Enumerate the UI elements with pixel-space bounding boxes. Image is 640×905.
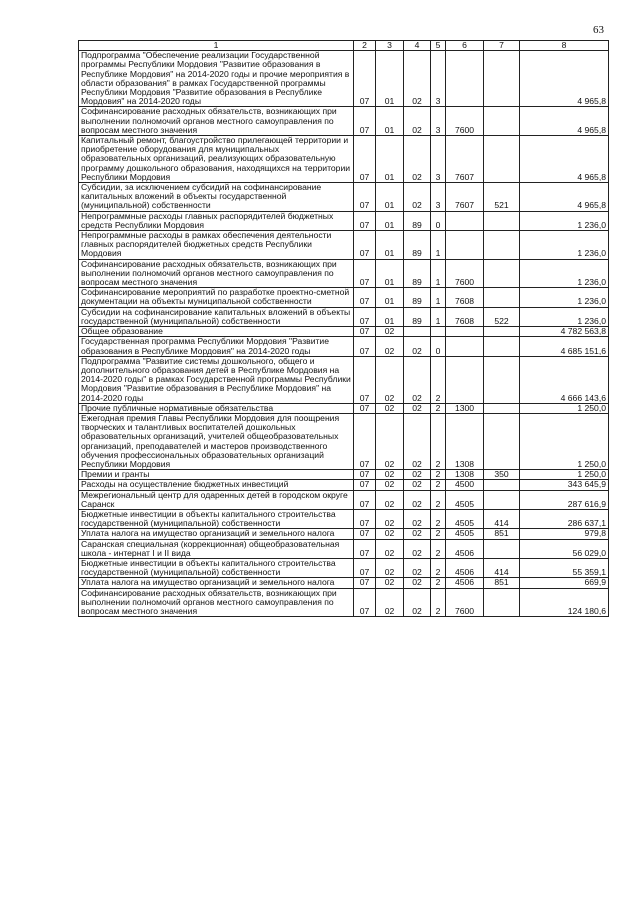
subsection-code-cell: 02 (376, 578, 404, 588)
header-col-4: 4 (404, 41, 431, 51)
direction-code-cell: 7608 (446, 307, 484, 326)
program-code-cell: 89 (404, 288, 431, 307)
subsection-code-cell: 02 (376, 480, 404, 490)
amount-cell: 1 236,0 (520, 288, 609, 307)
expense-type-cell (484, 211, 520, 230)
program-code-cell: 02 (404, 578, 431, 588)
direction-code-cell: 4505 (446, 490, 484, 509)
row-name-cell: Капитальный ремонт, благоустройство прилегающей территории и приобретение оборудования для муниципальных образовательных организаций, реализующих образовательную программу дошкольного образования, находящихся на территории Республики Мордовия (79, 136, 354, 183)
row-name-cell: Непрограммные расходы в рамках обеспечения деятельности главных распорядителей бюджетных средств Республики Мордовия (79, 231, 354, 260)
section-code-cell: 07 (354, 509, 376, 528)
table-row (79, 183, 609, 212)
subsection-code-cell: 01 (376, 288, 404, 307)
program-code-cell: 02 (404, 337, 431, 356)
direction-code-cell (446, 327, 484, 337)
expense-type-cell (484, 107, 520, 136)
amount-cell: 669,9 (520, 578, 609, 588)
section-code-cell: 07 (354, 337, 376, 356)
row-name-cell: Межрегиональный центр для одаренных детей в городском округе Саранск (79, 490, 354, 509)
subprogram-code-cell: 2 (431, 490, 446, 509)
program-code-cell: 02 (404, 403, 431, 413)
subsection-code-cell: 02 (376, 588, 404, 617)
header-col-1: 1 (79, 41, 354, 51)
row-name-cell: Государственная программа Республики Мордовия "Развитие образования в Республике Мордовия" на 2014-2020 годы (79, 337, 354, 356)
section-code-cell: 07 (354, 259, 376, 288)
expense-type-cell: 414 (484, 509, 520, 528)
table-row (79, 231, 609, 260)
header-col-3: 3 (376, 41, 404, 51)
row-name-cell: Подпрограмма "Развитие системы дошкольного, общего и дополнительного образования детей в Республике Мордовия на 2014-2020 годы" в рамках Государственной программы Республики Мордовия "Развитие образования в Республике Мордовия" на 2014-2020 годы (79, 356, 354, 403)
section-code-cell: 07 (354, 539, 376, 558)
table-row (79, 307, 609, 326)
expense-type-cell: 522 (484, 307, 520, 326)
subsection-code-cell: 02 (376, 356, 404, 403)
subsection-code-cell: 01 (376, 107, 404, 136)
section-code-cell: 07 (354, 588, 376, 617)
subprogram-code-cell: 2 (431, 356, 446, 403)
expense-type-cell (484, 403, 520, 413)
program-code-cell: 02 (404, 183, 431, 212)
table-row (79, 413, 609, 469)
header-col-8: 8 (520, 41, 609, 51)
subsection-code-cell: 02 (376, 490, 404, 509)
expense-type-cell: 414 (484, 558, 520, 577)
section-code-cell: 07 (354, 107, 376, 136)
subsection-code-cell: 02 (376, 539, 404, 558)
direction-code-cell: 7600 (446, 588, 484, 617)
expense-type-cell (484, 539, 520, 558)
table-row (79, 480, 609, 490)
row-name-cell: Общее образование (79, 327, 354, 337)
section-code-cell: 07 (354, 136, 376, 183)
expense-type-cell (484, 480, 520, 490)
subprogram-code-cell: 2 (431, 403, 446, 413)
row-name-cell: Софинансирование расходных обязательств, возникающих при выполнении полномочий органов местного самоуправления по вопросам местного значения (79, 259, 354, 288)
expense-type-cell (484, 136, 520, 183)
amount-cell: 1 236,0 (520, 259, 609, 288)
row-name-cell: Софинансирование расходных обязательств, возникающих при выполнении полномочий органов местного самоуправления по вопросам местного значения (79, 107, 354, 136)
expense-type-cell: 350 (484, 470, 520, 480)
row-name-cell: Саранская специальная (коррекционная) общеобразовательная школа - интернат I и II вида (79, 539, 354, 558)
subsection-code-cell: 01 (376, 136, 404, 183)
section-code-cell: 07 (354, 470, 376, 480)
expense-type-cell (484, 288, 520, 307)
table-row (79, 51, 609, 107)
subprogram-code-cell: 3 (431, 136, 446, 183)
program-code-cell: 02 (404, 480, 431, 490)
subprogram-code-cell: 0 (431, 211, 446, 230)
subprogram-code-cell: 2 (431, 480, 446, 490)
table-row (79, 288, 609, 307)
subprogram-code-cell: 0 (431, 337, 446, 356)
amount-cell: 4 965,8 (520, 136, 609, 183)
amount-cell: 343 645,9 (520, 480, 609, 490)
amount-cell: 1 236,0 (520, 211, 609, 230)
table-row (79, 356, 609, 403)
amount-cell: 1 236,0 (520, 231, 609, 260)
program-code-cell: 89 (404, 211, 431, 230)
program-code-cell: 02 (404, 539, 431, 558)
subprogram-code-cell: 1 (431, 307, 446, 326)
section-code-cell: 07 (354, 529, 376, 539)
direction-code-cell: 1308 (446, 470, 484, 480)
header-col-2: 2 (354, 41, 376, 51)
amount-cell: 4 965,8 (520, 107, 609, 136)
direction-code-cell: 7607 (446, 183, 484, 212)
section-code-cell: 07 (354, 480, 376, 490)
direction-code-cell: 7607 (446, 136, 484, 183)
subprogram-code-cell: 3 (431, 183, 446, 212)
program-code-cell: 02 (404, 51, 431, 107)
table-row (79, 327, 609, 337)
row-name-cell: Бюджетные инвестиции в объекты капитального строительства государственной (муниципальной) собственности (79, 509, 354, 528)
direction-code-cell: 1300 (446, 403, 484, 413)
program-code-cell: 02 (404, 490, 431, 509)
table-row (79, 136, 609, 183)
subsection-code-cell: 02 (376, 403, 404, 413)
amount-cell: 4 666 143,6 (520, 356, 609, 403)
direction-code-cell: 4506 (446, 578, 484, 588)
program-code-cell: 02 (404, 529, 431, 539)
direction-code-cell: 4506 (446, 539, 484, 558)
table-row (79, 470, 609, 480)
direction-code-cell (446, 337, 484, 356)
subprogram-code-cell: 2 (431, 470, 446, 480)
amount-cell: 287 616,9 (520, 490, 609, 509)
table-header-row (79, 41, 609, 51)
section-code-cell: 07 (354, 231, 376, 260)
expense-type-cell: 521 (484, 183, 520, 212)
direction-code-cell (446, 231, 484, 260)
row-name-cell: Субсидии, за исключением субсидий на софинансирование капитальных вложений в объекты государственной (муниципальной) собственности (79, 183, 354, 212)
amount-cell: 4 782 563,8 (520, 327, 609, 337)
table-row (79, 509, 609, 528)
subprogram-code-cell: 2 (431, 413, 446, 469)
subprogram-code-cell: 2 (431, 588, 446, 617)
subprogram-code-cell: 3 (431, 107, 446, 136)
row-name-cell: Непрограммные расходы главных распорядителей бюджетных средств Республики Мордовия (79, 211, 354, 230)
direction-code-cell: 4505 (446, 529, 484, 539)
amount-cell: 979,8 (520, 529, 609, 539)
subprogram-code-cell: 1 (431, 259, 446, 288)
table-body (79, 51, 609, 617)
amount-cell: 1 250,0 (520, 403, 609, 413)
amount-cell: 1 236,0 (520, 307, 609, 326)
expense-type-cell: 851 (484, 529, 520, 539)
expense-type-cell (484, 588, 520, 617)
section-code-cell: 07 (354, 288, 376, 307)
section-code-cell: 07 (354, 413, 376, 469)
expense-type-cell: 851 (484, 578, 520, 588)
program-code-cell: 89 (404, 231, 431, 260)
subsection-code-cell: 01 (376, 211, 404, 230)
section-code-cell: 07 (354, 356, 376, 403)
direction-code-cell: 1308 (446, 413, 484, 469)
amount-cell: 1 250,0 (520, 413, 609, 469)
row-name-cell: Софинансирование мероприятий по разработке проектно-сметной документации на объекты муниципальной собственности (79, 288, 354, 307)
program-code-cell: 02 (404, 470, 431, 480)
expense-type-cell (484, 356, 520, 403)
amount-cell: 4 685 151,6 (520, 337, 609, 356)
subprogram-code-cell: 1 (431, 288, 446, 307)
table-row (79, 558, 609, 577)
program-code-cell: 02 (404, 136, 431, 183)
table-row (79, 490, 609, 509)
amount-cell: 4 965,8 (520, 51, 609, 107)
direction-code-cell (446, 356, 484, 403)
table-row (79, 211, 609, 230)
subprogram-code-cell (431, 327, 446, 337)
direction-code-cell: 4500 (446, 480, 484, 490)
subprogram-code-cell: 1 (431, 231, 446, 260)
subsection-code-cell: 02 (376, 327, 404, 337)
table-row (79, 107, 609, 136)
expense-type-cell (484, 231, 520, 260)
direction-code-cell (446, 51, 484, 107)
subprogram-code-cell: 2 (431, 509, 446, 528)
budget-table (78, 40, 609, 617)
direction-code-cell: 4506 (446, 558, 484, 577)
subprogram-code-cell: 2 (431, 558, 446, 577)
program-code-cell: 89 (404, 259, 431, 288)
amount-cell: 56 029,0 (520, 539, 609, 558)
direction-code-cell: 7600 (446, 259, 484, 288)
row-name-cell: Софинансирование расходных обязательств, возникающих при выполнении полномочий органов местного самоуправления по вопросам местного значения (79, 588, 354, 617)
direction-code-cell: 7600 (446, 107, 484, 136)
row-name-cell: Подпрограмма "Обеспечение реализации Государственной программы Республики Мордовия "Развитие образования в Республике Мордовия" на 2014-2020 годы и прочие мероприятия в области образования" в рамках Государственной программы Республики Мордовия "Развитие образования в Республике Мордовия" на 2014-2020 годы (79, 51, 354, 107)
subsection-code-cell: 01 (376, 183, 404, 212)
direction-code-cell: 4505 (446, 509, 484, 528)
subprogram-code-cell: 3 (431, 51, 446, 107)
section-code-cell: 07 (354, 51, 376, 107)
expense-type-cell (484, 327, 520, 337)
amount-cell: 1 250,0 (520, 470, 609, 480)
program-code-cell: 02 (404, 107, 431, 136)
subsection-code-cell: 01 (376, 259, 404, 288)
section-code-cell: 07 (354, 403, 376, 413)
table-row (79, 578, 609, 588)
amount-cell: 4 965,8 (520, 183, 609, 212)
subsection-code-cell: 01 (376, 307, 404, 326)
table-row (79, 539, 609, 558)
program-code-cell (404, 327, 431, 337)
expense-type-cell (484, 51, 520, 107)
subsection-code-cell: 01 (376, 231, 404, 260)
direction-code-cell (446, 211, 484, 230)
subsection-code-cell: 02 (376, 529, 404, 539)
subsection-code-cell: 01 (376, 51, 404, 107)
section-code-cell: 07 (354, 183, 376, 212)
subsection-code-cell: 02 (376, 413, 404, 469)
subprogram-code-cell: 2 (431, 529, 446, 539)
section-code-cell: 07 (354, 307, 376, 326)
row-name-cell: Прочие публичные нормативные обязательства (79, 403, 354, 413)
subsection-code-cell: 02 (376, 509, 404, 528)
expense-type-cell (484, 259, 520, 288)
row-name-cell: Бюджетные инвестиции в объекты капитального строительства государственной (муниципальной) собственности (79, 558, 354, 577)
table-row (79, 337, 609, 356)
program-code-cell: 02 (404, 356, 431, 403)
row-name-cell: Субсидии на софинансирование капитальных вложений в объекты государственной (муниципальной) собственности (79, 307, 354, 326)
subsection-code-cell: 02 (376, 337, 404, 356)
expense-type-cell (484, 413, 520, 469)
row-name-cell: Премии и гранты (79, 470, 354, 480)
subsection-code-cell: 02 (376, 470, 404, 480)
header-col-5: 5 (431, 41, 446, 51)
expense-type-cell (484, 337, 520, 356)
subprogram-code-cell: 2 (431, 539, 446, 558)
table-row (79, 259, 609, 288)
section-code-cell: 07 (354, 211, 376, 230)
section-code-cell: 07 (354, 327, 376, 337)
table-row (79, 588, 609, 617)
section-code-cell: 07 (354, 558, 376, 577)
table-row (79, 529, 609, 539)
header-col-7: 7 (484, 41, 520, 51)
section-code-cell: 07 (354, 490, 376, 509)
row-name-cell: Уплата налога на имущество организаций и земельного налога (79, 578, 354, 588)
row-name-cell: Ежегодная премия Главы Республики Мордовия для поощрения творческих и талантливых воспитателей дошкольных образовательных организаций, учителей общеобразовательных организаций, преподавателей и мастеров производственного обучения профессиональных образовательных организаций Республики Мордовия (79, 413, 354, 469)
program-code-cell: 02 (404, 558, 431, 577)
table-row (79, 403, 609, 413)
page-number: 63 (593, 24, 604, 36)
row-name-cell: Расходы на осуществление бюджетных инвестиций (79, 480, 354, 490)
amount-cell: 55 359,1 (520, 558, 609, 577)
amount-cell: 124 180,6 (520, 588, 609, 617)
row-name-cell: Уплата налога на имущество организаций и земельного налога (79, 529, 354, 539)
program-code-cell: 89 (404, 307, 431, 326)
expense-type-cell (484, 490, 520, 509)
program-code-cell: 02 (404, 509, 431, 528)
amount-cell: 286 637,1 (520, 509, 609, 528)
program-code-cell: 02 (404, 413, 431, 469)
subsection-code-cell: 02 (376, 558, 404, 577)
direction-code-cell: 7608 (446, 288, 484, 307)
header-col-6: 6 (446, 41, 484, 51)
section-code-cell: 07 (354, 578, 376, 588)
program-code-cell: 02 (404, 588, 431, 617)
subprogram-code-cell: 2 (431, 578, 446, 588)
